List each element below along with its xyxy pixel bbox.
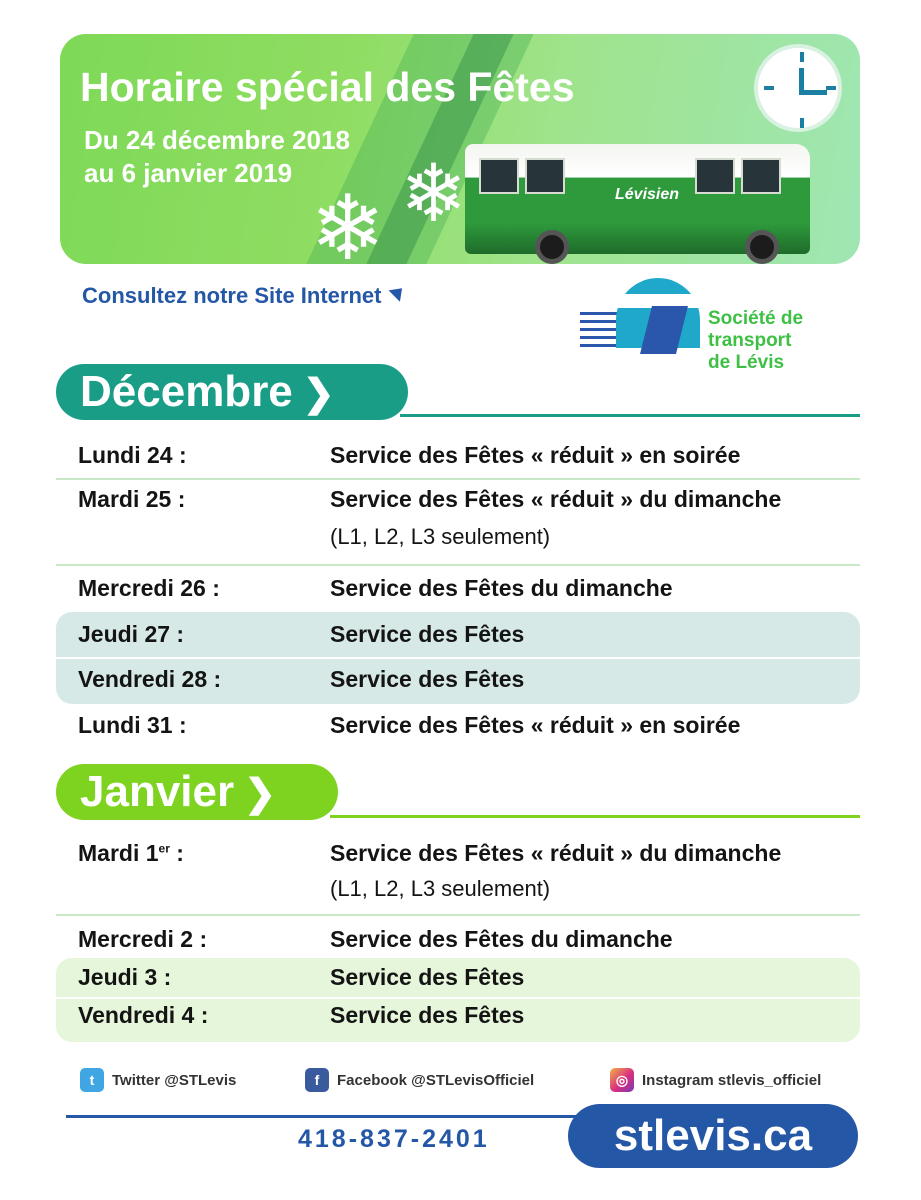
row-day: Vendredi 28 : [78, 666, 222, 692]
row-day: Mercredi 26 : [78, 575, 220, 601]
row-day: Lundi 31 : [78, 712, 187, 738]
twitter-link[interactable] [80, 1068, 236, 1092]
banner-date-start: Du 24 décembre 2018 [84, 125, 350, 155]
clock-tick [800, 52, 804, 62]
row-day-label: Mardi 1 [78, 840, 159, 866]
instagram-icon: ◎ [610, 1068, 634, 1092]
clock-tick [826, 86, 836, 90]
instagram-link[interactable] [610, 1068, 821, 1092]
website-link[interactable] [82, 283, 398, 309]
december-heading-label: Décembre [80, 367, 293, 416]
facebook-link[interactable] [305, 1068, 534, 1092]
banner-date-end: au 6 janvier 2019 [84, 158, 293, 188]
row-divider [56, 997, 860, 999]
snowflake-icon: ❄ [400, 149, 468, 238]
logo-org-name: Société de transport de Lévis [708, 308, 804, 373]
bus-window [741, 158, 781, 194]
bus-window [525, 158, 565, 194]
row-service: Service des Fêtes [330, 1002, 525, 1028]
row-service: Service des Fêtes « réduit » du dimanche [330, 840, 782, 866]
row-service: Service des Fêtes du dimanche [330, 575, 673, 601]
row-day: Jeudi 27 : [78, 621, 185, 647]
row-day-ordinal: er [158, 841, 170, 856]
row-note: (L1, L2, L3 seulement) [330, 524, 551, 549]
banner-title: Horaire spécial des Fêtes [80, 64, 575, 110]
january-divider [330, 815, 860, 818]
row-day: Vendredi 4 : [78, 1002, 209, 1028]
snowflake-icon: ❄ [310, 179, 386, 264]
clock-icon [754, 44, 842, 132]
chevron-right-icon: ❯ [244, 773, 276, 815]
clock-minute-hand [799, 90, 827, 95]
twitter-handle[interactable]: Twitter @STLevis [112, 1071, 237, 1089]
row-divider [56, 657, 860, 659]
row-service: Service des Fêtes [330, 666, 525, 692]
holiday-banner [60, 34, 860, 264]
website-link-label[interactable]: Consultez notre Site Internet [82, 283, 382, 308]
row-day: Mardi 25 : [78, 486, 186, 512]
chevron-right-icon: ❯ [302, 373, 335, 415]
row-divider [56, 478, 860, 480]
facebook-handle[interactable]: Facebook @STLevisOfficiel [337, 1071, 535, 1089]
row-service: Service des Fêtes « réduit » en soirée [330, 442, 741, 468]
twitter-icon: t [80, 1068, 104, 1092]
row-divider [56, 914, 860, 916]
bus-brand-label: Lévisien [615, 186, 680, 203]
january-heading-label: Janvier [80, 767, 235, 816]
instagram-handle[interactable]: Instagram stlevis_officiel [642, 1071, 822, 1089]
row-service: Service des Fêtes « réduit » en soirée [330, 712, 741, 738]
cursor-arrow-icon [389, 283, 408, 302]
website-badge[interactable]: stlevis.ca [568, 1104, 858, 1168]
facebook-icon: f [305, 1068, 329, 1092]
row-service: Service des Fêtes [330, 964, 525, 990]
row-service: Service des Fêtes du dimanche [330, 926, 673, 952]
row-day-colon: : [169, 840, 184, 866]
row-day: Mercredi 2 : [78, 926, 208, 952]
row-divider [56, 564, 860, 566]
stl-logo [580, 278, 850, 388]
january-heading [56, 764, 338, 820]
row-day: Lundi 24 : [78, 442, 187, 468]
bus-window [695, 158, 735, 194]
row-service: Service des Fêtes [330, 621, 525, 647]
footer-divider [66, 1115, 626, 1118]
phone-number[interactable]: 418-837-2401 [298, 1125, 490, 1153]
clock-tick [800, 118, 804, 128]
row-service: Service des Fêtes « réduit » du dimanche [330, 486, 782, 512]
row-note: (L1, L2, L3 seulement) [330, 876, 551, 901]
bus-wheel [535, 230, 569, 264]
row-day [78, 840, 184, 867]
december-divider [400, 414, 860, 417]
bus-wheel [745, 230, 779, 264]
row-day: Jeudi 3 : [78, 964, 172, 990]
clock-tick [764, 86, 774, 90]
december-heading [56, 364, 408, 420]
bus-image [465, 144, 810, 254]
bus-window [479, 158, 519, 194]
